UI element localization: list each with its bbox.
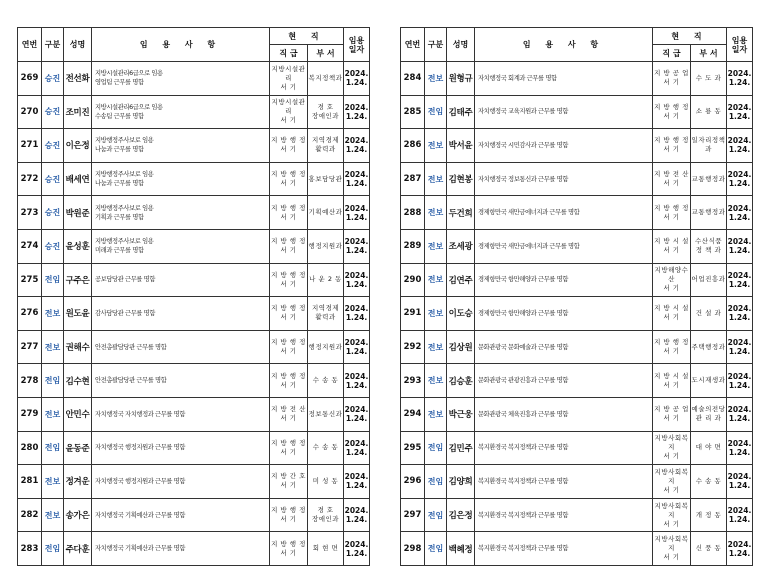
current-rank: 지 방 전 산 서 기 [270,397,308,431]
current-rank: 지방시설관리 서 기 [270,95,308,129]
appointment-date: 2024. 1.24. [727,498,753,532]
appointment-date: 2024. 1.24. [727,129,753,163]
table-row [18,364,370,398]
header-duty: 임 용 사 항 [475,28,653,62]
appointment-detail: 문화관광국 문화예술과 근무를 명함 [475,330,653,364]
current-department: 건 설 과 [691,297,727,331]
table-body-right [401,62,753,566]
current-department: 행정지원과 [308,330,344,364]
header-duty: 임 용 사 항 [92,28,270,62]
appointment-date: 2024. 1.24. [344,397,370,431]
row-number: 270 [18,95,42,129]
person-name: 배세연 [64,162,92,196]
appointment-date: 2024. 1.24. [344,229,370,263]
appointment-detail: 지방행정주사보로 임용 나눔과 근무를 명함 [92,129,270,163]
row-number: 283 [18,532,42,566]
appointment-detail: 지방시설관리6급으로 임용 수송팀 근무를 명함 [92,95,270,129]
person-name: 박원준 [64,196,92,230]
table-row [18,532,370,566]
person-name: 송가은 [64,498,92,532]
appointment-table-left [17,27,370,566]
person-name: 김연주 [447,263,475,297]
appointment-table-right [400,27,753,566]
current-department: 복지정책과 [308,62,344,96]
current-department: 수 도 과 [691,62,727,96]
appointment-date: 2024. 1.24. [727,95,753,129]
current-department: 경 호 장애인과 [308,95,344,129]
row-number: 282 [18,498,42,532]
current-rank: 지방사회복지 서 기 [653,532,691,566]
person-name: 백혜정 [447,532,475,566]
row-number: 290 [401,263,425,297]
row-number: 277 [18,330,42,364]
appointment-detail: 경제항만국 새만금에너지과 근무를 명함 [475,196,653,230]
current-department: 수산식품 정 책 과 [691,229,727,263]
row-number: 292 [401,330,425,364]
person-name: 윤성훈 [64,229,92,263]
appointment-type: 전보 [42,465,64,499]
appointment-date: 2024. 1.24. [727,229,753,263]
header-rank: 직 급 [653,45,691,62]
appointment-date: 2024. 1.24. [344,532,370,566]
appointment-detail: 경제항만국 새만금에너지과 근무를 명함 [475,229,653,263]
header-current: 현 직 [270,28,344,45]
person-name: 김양희 [447,465,475,499]
appointment-date: 2024. 1.24. [344,95,370,129]
current-rank: 지방사회복지 서 기 [653,431,691,465]
header-date: 임용 일자 [344,28,370,62]
appointment-detail: 자치행정국 자치행정과 근무를 명함 [92,397,270,431]
appointment-type: 전임 [425,95,447,129]
current-department: 신 풍 동 [691,532,727,566]
row-number: 287 [401,162,425,196]
person-name: 김은정 [447,498,475,532]
appointment-date: 2024. 1.24. [344,498,370,532]
person-name: 전선화 [64,62,92,96]
appointment-detail: 경제항만국 항만해양과 근무를 명함 [475,297,653,331]
table-row [401,431,753,465]
appointment-type: 전임 [42,263,64,297]
appointment-date: 2024. 1.24. [727,532,753,566]
appointment-detail: 자치행정국 시민감사과 근무를 명함 [475,129,653,163]
person-name: 원도윤 [64,297,92,331]
appointment-date: 2024. 1.24. [344,62,370,96]
appointment-detail: 지방행정주사보로 임용 기획과 근무를 명함 [92,196,270,230]
row-number: 271 [18,129,42,163]
current-department: 대 야 면 [691,431,727,465]
current-department: 정보통신과 [308,397,344,431]
person-name: 박근웅 [447,397,475,431]
appointment-date: 2024. 1.24. [727,431,753,465]
current-rank: 지 방 행 정 서 기 [270,330,308,364]
current-department: 지역경제 활력과 [308,297,344,331]
table-row [401,397,753,431]
appointment-date: 2024. 1.24. [344,364,370,398]
current-rank: 지 방 행 정 서 기 [270,431,308,465]
current-department: 행정지원과 [308,229,344,263]
person-name: 주다훈 [64,532,92,566]
current-rank: 지방사회복지 서 기 [653,498,691,532]
table-row [401,62,753,96]
row-number: 273 [18,196,42,230]
current-department: 도시재생과 [691,364,727,398]
header-row [18,28,370,45]
appointment-date: 2024. 1.24. [344,465,370,499]
appointment-date: 2024. 1.24. [344,431,370,465]
current-rank: 지 방 행 정 서 기 [653,330,691,364]
appointment-type: 전보 [425,297,447,331]
table-body-left [18,62,370,566]
header-no: 연번 [18,28,42,62]
current-rank: 지 방 행 정 서 기 [270,498,308,532]
current-rank: 지방사회복지 서 기 [653,465,691,499]
row-number: 285 [401,95,425,129]
header-dept: 부 서 [308,45,344,62]
appointment-type: 전보 [42,498,64,532]
current-department: 소 룡 동 [691,95,727,129]
table-row [401,330,753,364]
current-rank: 지 방 행 정 서 기 [653,129,691,163]
person-name: 박서윤 [447,129,475,163]
current-rank: 지 방 행 정 서 기 [270,129,308,163]
appointment-type: 승진 [42,95,64,129]
appointment-detail: 경제항만국 항만해양과 근무를 명함 [475,263,653,297]
current-rank: 지 방 행 정 서 기 [653,196,691,230]
appointment-detail: 복지환경국 복지정책과 근무를 명함 [475,498,653,532]
current-department: 미 성 동 [308,465,344,499]
table-row [401,532,753,566]
appointment-date: 2024. 1.24. [727,330,753,364]
appointment-type: 전보 [425,229,447,263]
current-department: 나 운 2 동 [308,263,344,297]
current-department: 수 송 동 [691,465,727,499]
person-name: 이은정 [64,129,92,163]
appointment-detail: 자치행정국 행정지원과 근무를 명함 [92,431,270,465]
row-number: 295 [401,431,425,465]
appointment-date: 2024. 1.24. [344,162,370,196]
header-current: 현 직 [653,28,727,45]
appointment-date: 2024. 1.24. [727,263,753,297]
appointment-detail: 공보담당관 근무를 명함 [92,263,270,297]
appointment-type: 전보 [425,196,447,230]
appointment-detail: 지방행정주사보로 임용 나눔과 근무를 명함 [92,162,270,196]
appointment-detail: 자치행정국 행정지원과 근무를 명함 [92,465,270,499]
person-name: 조미진 [64,95,92,129]
header-date: 임용 일자 [727,28,753,62]
table-row [18,162,370,196]
current-rank: 지 방 시 설 서 기 [653,364,691,398]
appointment-type: 전보 [425,330,447,364]
appointment-date: 2024. 1.24. [727,465,753,499]
appointment-date: 2024. 1.24. [344,196,370,230]
table-row [18,465,370,499]
person-name: 조세광 [447,229,475,263]
appointment-type: 승진 [42,229,64,263]
appointment-type: 전보 [425,364,447,398]
appointment-date: 2024. 1.24. [727,397,753,431]
appointment-date: 2024. 1.24. [344,129,370,163]
current-department: 일자리정책과 [691,129,727,163]
table-row [18,498,370,532]
current-rank: 지 방 행 정 서 기 [270,196,308,230]
current-rank: 지 방 행 정 서 기 [270,297,308,331]
person-name: 김민주 [447,431,475,465]
appointment-detail: 지방행정주사보로 임용 미래과 근무를 명함 [92,229,270,263]
person-name: 김수현 [64,364,92,398]
current-department: 어업진흥과 [691,263,727,297]
person-name: 권해수 [64,330,92,364]
person-name: 김태주 [447,95,475,129]
header-row [401,28,753,45]
row-number: 272 [18,162,42,196]
table-row [18,297,370,331]
row-number: 294 [401,397,425,431]
current-department: 지역경제 활력과 [308,129,344,163]
table-row [18,229,370,263]
table-row [18,95,370,129]
appointment-type: 전임 [42,431,64,465]
appointment-type: 전임 [42,532,64,566]
current-department: 주택행정과 [691,330,727,364]
appointment-type: 전임 [42,364,64,398]
current-department: 홍보담당관 [308,162,344,196]
current-rank: 지 방 공 업 서 기 [653,62,691,96]
appointment-type: 전보 [425,62,447,96]
header-name: 성명 [64,28,92,62]
header-rank: 직 급 [270,45,308,62]
appointment-detail: 감사담당관 근무를 명함 [92,297,270,331]
appointment-detail: 자치행정국 기획예산과 근무를 명함 [92,498,270,532]
appointment-date: 2024. 1.24. [344,263,370,297]
current-rank: 지 방 행 정 서 기 [270,263,308,297]
header-name: 성명 [447,28,475,62]
current-department: 교통행정과 [691,162,727,196]
appointment-detail: 복지환경국 복지정책과 근무를 명함 [475,532,653,566]
appointment-type: 전보 [425,397,447,431]
appointment-type: 전임 [425,498,447,532]
person-name: 안민수 [64,397,92,431]
table-row [18,129,370,163]
current-rank: 지 방 행 정 서 기 [270,532,308,566]
row-number: 298 [401,532,425,566]
appointment-detail: 문화관광국 관광진흥과 근무를 명함 [475,364,653,398]
row-number: 284 [401,62,425,96]
appointment-detail: 자치행정국 정보통신과 근무를 명함 [475,162,653,196]
table-row [401,229,753,263]
current-rank: 지 방 공 업 서 기 [653,397,691,431]
row-number: 289 [401,229,425,263]
person-name: 윤동준 [64,431,92,465]
appointment-date: 2024. 1.24. [344,330,370,364]
appointment-detail: 복지환경국 복지정책과 근무를 명함 [475,431,653,465]
appointment-type: 승진 [42,196,64,230]
appointment-detail: 안전총괄담당관 근무를 명함 [92,364,270,398]
table-row [18,62,370,96]
appointment-date: 2024. 1.24. [727,364,753,398]
table-row [18,397,370,431]
row-number: 288 [401,196,425,230]
appointment-type: 전보 [42,330,64,364]
current-rank: 지 방 시 설 서 기 [653,297,691,331]
person-name: 구주은 [64,263,92,297]
table-row [18,263,370,297]
appointment-date: 2024. 1.24. [344,297,370,331]
current-rank: 지방해양수산 서 기 [653,263,691,297]
appointment-type: 전보 [425,129,447,163]
row-number: 278 [18,364,42,398]
current-rank: 지 방 전 산 서 기 [653,162,691,196]
table-row [401,129,753,163]
table-row [18,431,370,465]
row-number: 296 [401,465,425,499]
appointment-date: 2024. 1.24. [727,62,753,96]
appointment-type: 전임 [425,465,447,499]
appointment-detail: 자치행정국 기획예산과 근무를 명함 [92,532,270,566]
appointment-date: 2024. 1.24. [727,162,753,196]
row-number: 279 [18,397,42,431]
current-rank: 지 방 시 설 서 기 [653,229,691,263]
header-type: 구분 [425,28,447,62]
table-row [401,196,753,230]
appointment-type: 전임 [425,532,447,566]
appointment-detail: 안전총괄담당관 근무를 명함 [92,330,270,364]
row-number: 280 [18,431,42,465]
table-row [401,465,753,499]
current-department: 회 현 면 [308,532,344,566]
person-name: 정겨운 [64,465,92,499]
current-department: 수 송 동 [308,431,344,465]
row-number: 281 [18,465,42,499]
current-rank: 지 방 행 정 서 기 [270,364,308,398]
row-number: 275 [18,263,42,297]
table-row [401,95,753,129]
row-number: 274 [18,229,42,263]
current-rank: 지 방 행 정 서 기 [270,229,308,263]
person-name: 이도승 [447,297,475,331]
header-dept: 부 서 [691,45,727,62]
appointment-detail: 지방시설관리6급으로 임용 영업팀 근무를 명함 [92,62,270,96]
appointment-detail: 복지환경국 복지정책과 근무를 명함 [475,465,653,499]
appointment-type: 승진 [42,62,64,96]
table-row [401,364,753,398]
row-number: 286 [401,129,425,163]
appointment-detail: 자치행정국 교육지원과 근무를 명함 [475,95,653,129]
appointment-date: 2024. 1.24. [727,196,753,230]
table-row [18,330,370,364]
table-row [401,498,753,532]
appointment-detail: 자치행정국 회계과 근무를 명함 [475,62,653,96]
row-number: 269 [18,62,42,96]
person-name: 원형규 [447,62,475,96]
appointment-type: 승진 [42,162,64,196]
table-row [401,162,753,196]
row-number: 293 [401,364,425,398]
table-row [401,263,753,297]
table-row [18,196,370,230]
appointment-type: 전보 [42,297,64,331]
appointment-type: 전보 [425,263,447,297]
current-department: 기획예산과 [308,196,344,230]
current-rank: 지 방 행 정 서 기 [653,95,691,129]
row-number: 297 [401,498,425,532]
person-name: 두건희 [447,196,475,230]
current-department: 경 호 장애인과 [308,498,344,532]
appointment-type: 전임 [425,431,447,465]
appointment-detail: 문화관광국 체육진흥과 근무를 명함 [475,397,653,431]
current-department: 예술의전당 관 리 과 [691,397,727,431]
table-row [401,297,753,331]
appointment-type: 전보 [425,162,447,196]
appointment-type: 승진 [42,129,64,163]
header-type: 구분 [42,28,64,62]
appointment-date: 2024. 1.24. [727,297,753,331]
person-name: 김현봉 [447,162,475,196]
current-department: 교통행정과 [691,196,727,230]
appointment-type: 전보 [42,397,64,431]
current-rank: 지 방 행 정 서 기 [270,162,308,196]
person-name: 김승훈 [447,364,475,398]
current-rank: 지방시설관리 서 기 [270,62,308,96]
current-department: 수 송 동 [308,364,344,398]
person-name: 김상원 [447,330,475,364]
row-number: 291 [401,297,425,331]
header-no: 연번 [401,28,425,62]
row-number: 276 [18,297,42,331]
current-rank: 지 방 간 호 서 기 [270,465,308,499]
current-department: 개 정 동 [691,498,727,532]
